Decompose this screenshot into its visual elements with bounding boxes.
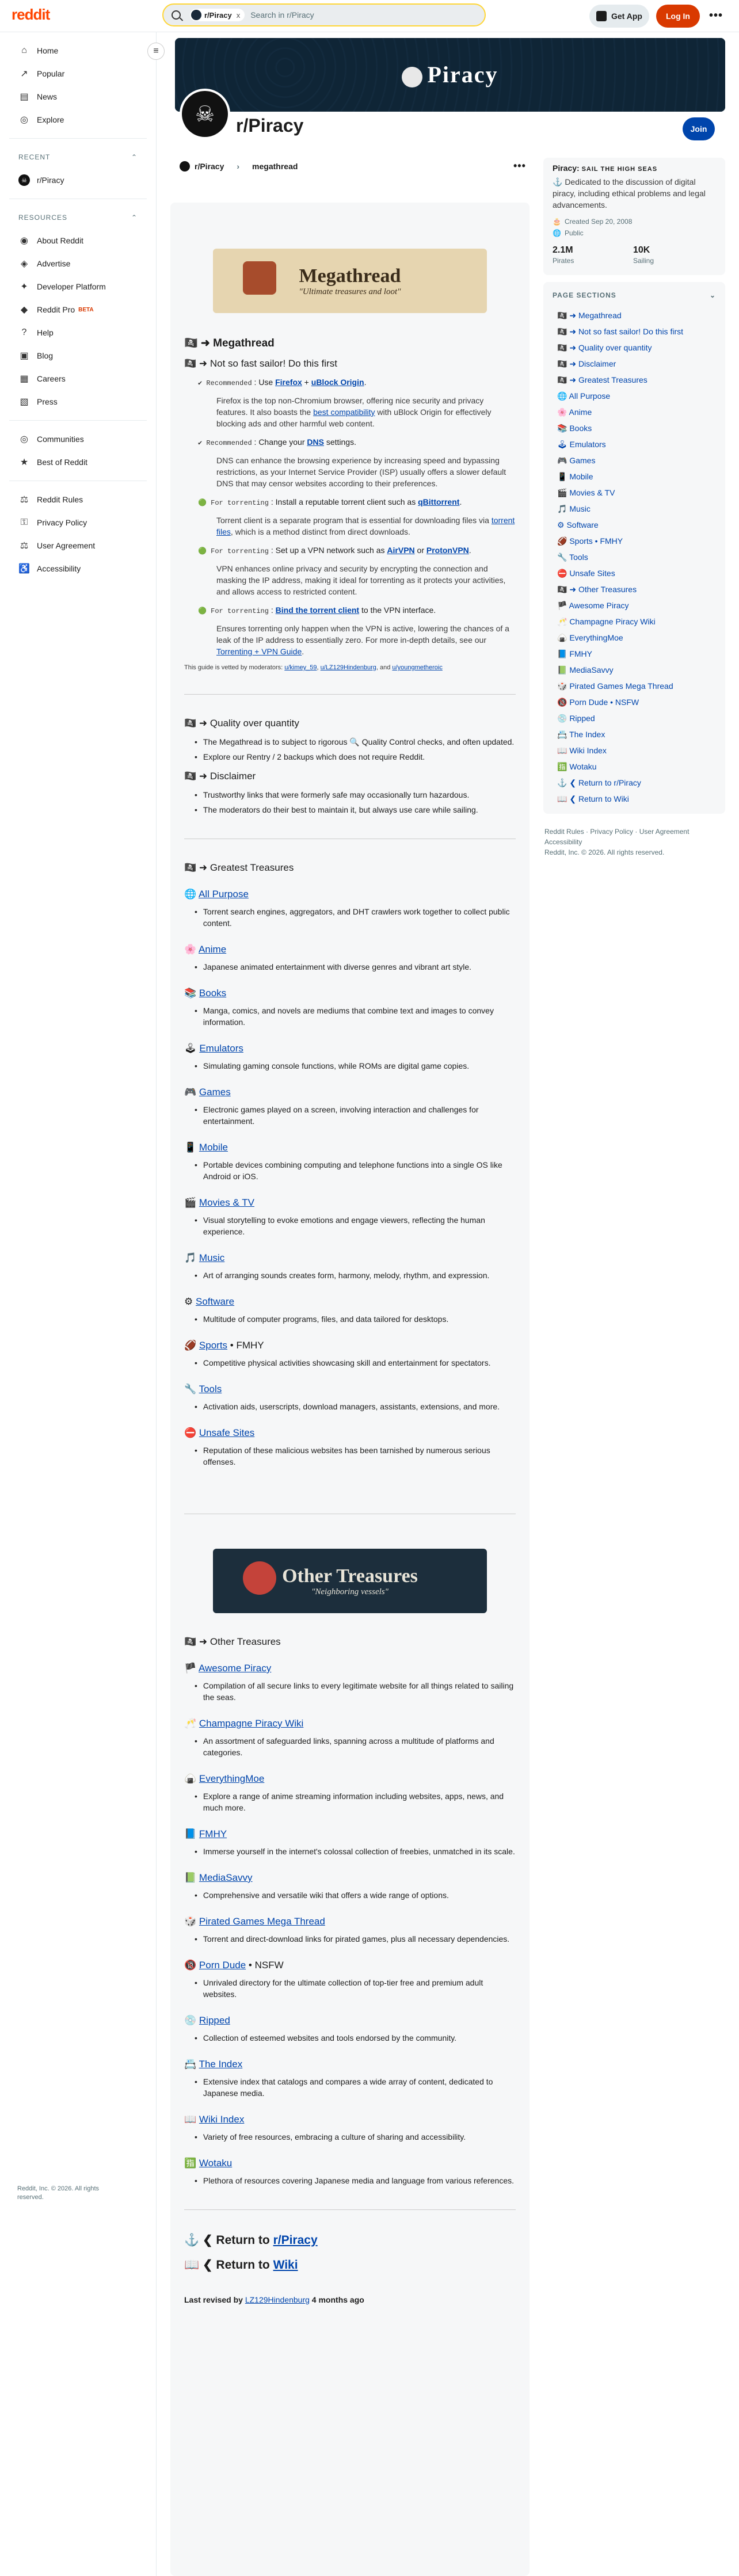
subreddit-name: r/Piracy: [236, 115, 304, 136]
recommendation-item: ✔ Recommended : Change your DNS settings.: [198, 437, 356, 447]
page-section-link[interactable]: ⛔ Unsafe Sites: [557, 569, 615, 578]
list-item: • Trustworthy links that were formerly safe may occasionally turn hazardous.: [203, 789, 516, 801]
last-revised: Last revised by LZ129Hindenburg 4 months ago: [184, 2295, 364, 2304]
about-community-card: [543, 158, 725, 275]
breadcrumb-subreddit[interactable]: r/Piracy: [195, 162, 224, 171]
treasure-link[interactable]: Tools: [199, 1384, 222, 1394]
treasure-link[interactable]: Unsafe Sites: [199, 1427, 255, 1438]
megathread-banner-image: Megathread "Ultimate treasures and loot": [213, 249, 487, 313]
treasure-heading: [184, 1916, 516, 1927]
treasure-description: • Immerse yourself in the internet's colossal collection of freebies, unmatched in its scale.: [203, 1846, 516, 1857]
resources-section-header[interactable]: RESOURCES ⌃: [18, 214, 138, 222]
treasure-link[interactable]: Software: [195, 1296, 235, 1307]
recommendation-link[interactable]: qBittorrent: [418, 497, 460, 506]
page-section-link[interactable]: 🏴‍☠️ ➜ Not so fast sailor! Do this first: [557, 327, 683, 336]
category-icon: 📚: [184, 988, 197, 999]
category-icon: 🌐: [184, 889, 197, 900]
page-section-link[interactable]: 🔞 Porn Dude • NSFW: [557, 698, 639, 707]
other-treasures-banner-image: Other Treasures "Neighboring vessels": [213, 1549, 487, 1613]
page-sections-header[interactable]: PAGE SECTIONS ⌄: [553, 291, 716, 299]
treasure-heading: [184, 1718, 516, 1729]
recommendation-link[interactable]: Bind the torrent client: [275, 605, 360, 615]
treasure-description: • An assortment of safeguarded links, spanning across a multitude of platforms and categories.: [203, 1735, 516, 1758]
sidebar-item-advertise[interactable]: ◈ Advertise: [9, 252, 147, 275]
heading-quality: 🏴‍☠️ ➜ Quality over quantity: [184, 718, 299, 729]
reddit-rules-icon: ⚖: [20, 495, 29, 505]
treasure-link[interactable]: Wiki Index: [199, 2114, 245, 2125]
treasure-heading: [184, 1197, 516, 1209]
treasure-description: • Multitude of computer programs, files, and data tailored for desktops.: [203, 1313, 516, 1325]
footer-link[interactable]: Accessibility: [544, 838, 582, 846]
sidebar-item-careers[interactable]: ▦ Careers: [9, 367, 147, 390]
close-icon[interactable]: x: [236, 10, 241, 20]
moderators-note: This guide is vetted by moderators: u/kimey_59, u/LZ129Hindenburg, and u/youngmetheroic: [184, 664, 443, 671]
recommendation-link[interactable]: ProtonVPN: [426, 546, 469, 555]
category-icon: 🔞: [184, 1960, 197, 1971]
category-icon: 📘: [184, 1828, 197, 1839]
recommendation-link[interactable]: Firefox: [275, 378, 302, 387]
treasure-description: • Unrivaled directory for the ultimate collection of top-tier free and premium adult websites.: [203, 1977, 516, 2000]
treasure-link[interactable]: EverythingMoe: [199, 1773, 265, 1784]
best-of-reddit-icon: ★: [20, 458, 29, 467]
category-icon: 🎲: [184, 1916, 197, 1927]
right-sidebar: [543, 158, 725, 858]
footer-link[interactable]: Privacy Policy: [590, 828, 634, 836]
treasure-heading: [184, 988, 516, 999]
subreddit-link[interactable]: r/Piracy: [273, 2234, 318, 2247]
recommendation-link[interactable]: AirVPN: [387, 546, 415, 555]
recommendation-note: DNS can enhance the browsing experience by increasing speed and bypassing restrictions, as your Internet Service Provider (ISP) usually offers a slower default DNS that may censor websites according to their preferences.: [216, 456, 506, 488]
treasure-description: • Variety of free resources, embracing a culture of sharing and accessibility.: [203, 2131, 516, 2143]
skull-icon: ☠: [182, 91, 228, 137]
popular-icon: ↗: [20, 69, 28, 79]
copyright: Reddit, Inc. © 2026. All rights reserved.: [544, 848, 665, 856]
recent-section-header[interactable]: RECENT ⌃: [18, 153, 138, 161]
coin-pouch-icon: [243, 1561, 276, 1595]
category-icon: ⚙: [184, 1296, 193, 1307]
cake-icon: 🎂: [553, 218, 561, 226]
page-section-link[interactable]: 📘 FMHY: [557, 649, 592, 658]
recommendation-note: Torrent client is a separate program that is essential for downloading files via torrent files, which is a method distinct from direct downloads.: [216, 516, 515, 536]
category-icon: 🎮: [184, 1087, 197, 1098]
recommendation-tag: 🟢 For torrenting: [198, 607, 269, 615]
treasure-link[interactable]: Movies & TV: [199, 1197, 254, 1208]
divider: [9, 138, 147, 139]
explore-icon: ◎: [20, 115, 28, 125]
treasure-description: • Torrent search engines, aggregators, and DHT crawlers work together to collect public content.: [203, 906, 516, 929]
treasure-link[interactable]: Pirated Games Mega Thread: [199, 1916, 325, 1927]
search-input[interactable]: Search in r/Piracy: [250, 10, 314, 20]
note-link[interactable]: best compatibility: [313, 407, 375, 417]
pirate-flag-icon: [402, 67, 422, 87]
page-section-link[interactable]: 📖 Wiki Index: [557, 746, 607, 755]
sidebar-item-help[interactable]: ? Help: [9, 321, 147, 344]
reddit-logo[interactable]: reddit: [12, 6, 50, 23]
treasure-heading: 🔞 Porn Dude • NSFW: [184, 1960, 284, 1971]
moderator-link[interactable]: u/LZ129Hindenburg: [320, 664, 376, 671]
category-icon: 📖: [184, 2114, 197, 2125]
advertise-icon: ◈: [20, 259, 28, 269]
chevron-up-icon: ⌃: [131, 214, 138, 222]
community-avatar: [180, 89, 230, 139]
treasure-description: • Manga, comics, and novels are mediums that combine text and images to convey information.: [203, 1005, 516, 1028]
sidebar-item-press[interactable]: ▧ Press: [9, 390, 147, 413]
treasure-link[interactable]: FMHY: [199, 1828, 227, 1839]
user-agreement-icon: ⚖: [20, 541, 29, 551]
careers-icon: ▦: [20, 374, 29, 384]
treasure-link[interactable]: The Index: [199, 2059, 243, 2070]
return-to-wiki: 📖 ❮ Return to Wiki: [184, 2258, 298, 2272]
page-section-link[interactable]: 🌸 Anime: [557, 407, 592, 417]
sidebar-footer: Reddit, Inc. © 2026. All rights reserved.: [17, 2185, 100, 2201]
treasure-description: • Art of arranging sounds creates form, harmony, melody, rhythm, and expression.: [203, 1270, 516, 1281]
sidebar-item-about-reddit[interactable]: ◉ About Reddit: [9, 229, 147, 252]
recommendation-item: 🟢 For torrenting : Install a reputable torrent client such as qBittorrent.: [198, 497, 462, 507]
collapse-sidebar-button[interactable]: [147, 43, 165, 60]
treasure-description: • Compilation of all secure links to every legitimate website for all things related to sailing the seas.: [203, 1680, 516, 1703]
breadcrumb: [180, 161, 298, 172]
page-section-link[interactable]: 🔧 Tools: [557, 552, 588, 562]
heading-disclaimer: 🏴‍☠️ ➜ Disclaimer: [184, 771, 256, 782]
developer-platform-icon: ✦: [20, 282, 28, 292]
treasure-description: • Torrent and direct-download links for pirated games, plus all necessary dependencies.: [203, 1933, 516, 1945]
category-icon: 🎵: [184, 1252, 197, 1263]
user-link[interactable]: LZ129Hindenburg: [245, 2295, 310, 2304]
community-banner: [175, 38, 725, 112]
treasure-link[interactable]: Music: [199, 1252, 225, 1263]
moderator-link[interactable]: u/youngmetheroic: [392, 664, 443, 671]
online-count: 10K: [633, 245, 650, 255]
help-icon: ?: [21, 327, 27, 337]
page-section-link[interactable]: 📱 Mobile: [557, 472, 593, 481]
treasure-heading: [184, 1872, 516, 1884]
accessibility-icon: ♿: [18, 564, 30, 574]
list-item: • The Megathread is to subject to rigorous 🔍 Quality Control checks, and often updated.: [203, 736, 516, 748]
wiki-link[interactable]: Wiki: [273, 2258, 298, 2272]
members-label: Pirates: [553, 257, 574, 265]
footer-link[interactable]: User Agreement: [639, 828, 690, 836]
blog-icon: ▣: [20, 351, 29, 361]
category-icon: 💿: [184, 2015, 197, 2026]
category-icon: 🍙: [184, 1773, 197, 1784]
beta-badge: BETA: [78, 306, 94, 313]
treasure-chest-icon: [243, 261, 276, 295]
about-reddit-icon: ◉: [20, 236, 28, 246]
qr-code-icon: [596, 11, 607, 21]
page-options-icon[interactable]: •••: [513, 160, 526, 172]
recommendation-note: VPN enhances online privacy and security by encrypting the connection and masking the IP address, making it ideal for torrenting as it protects your activities, and allows access to restricted content.: [216, 564, 506, 596]
treasure-link[interactable]: Books: [199, 988, 227, 999]
treasure-heading: 🏈 Sports • FMHY: [184, 1340, 264, 1351]
return-to-subreddit: ⚓ ❮ Return to r/Piracy: [184, 2234, 318, 2247]
sidebar-item-accessibility[interactable]: ♿ Accessibility: [18, 564, 81, 574]
divider: [9, 420, 147, 421]
treasure-link[interactable]: Anime: [198, 944, 227, 955]
note-link[interactable]: Torrenting + VPN Guide: [216, 647, 302, 656]
page-section-link[interactable]: 🏴‍☠️ ➜ Quality over quantity: [557, 343, 652, 352]
more-options-icon[interactable]: •••: [709, 9, 723, 22]
page-section-link[interactable]: 🏴 Awesome Piracy: [557, 601, 629, 610]
page-section-link[interactable]: 📗 MediaSavvy: [557, 665, 614, 675]
page-section-link[interactable]: 🎮 Games: [557, 456, 596, 465]
treasure-link[interactable]: All Purpose: [198, 889, 249, 900]
community-tagline: SAIL THE HIGH SEAS: [581, 166, 658, 173]
category-icon: 📇: [184, 2059, 197, 2070]
page-section-link[interactable]: ⚓ ❮ Return to r/Piracy: [557, 778, 641, 787]
heading-greatest-treasures: 🏴‍☠️ ➜ Greatest Treasures: [184, 862, 294, 873]
recommendation-note: Firefox is the top non-Chromium browser, offering nice security and privacy features. It also boasts the best compatibility with uBlock Origin for effectively blocking ads and other harmful web content.: [216, 396, 492, 428]
created-date: Created Sep 20, 2008: [564, 218, 633, 226]
wiki-content: [170, 203, 530, 2576]
heading-not-so-fast: 🏴‍☠️ ➜ Not so fast sailor! Do this first: [184, 358, 337, 369]
treasure-heading: [184, 1384, 516, 1395]
category-icon: 🕹: [184, 1043, 197, 1054]
login-button[interactable]: Log In: [656, 5, 700, 28]
globe-icon: 🌐: [553, 229, 561, 237]
recommendation-item: 🟢 For torrenting : Bind the torrent client to the VPN interface.: [198, 605, 436, 615]
treasure-description: • Plethora of resources covering Japanese media and language from various references.: [203, 2175, 516, 2186]
recommendation-link[interactable]: uBlock Origin: [311, 378, 364, 387]
category-icon: 🏴: [184, 1663, 197, 1674]
treasure-link[interactable]: Ripped: [199, 2015, 230, 2026]
treasure-description: • Activation aids, userscripts, download managers, assistants, extensions, and more.: [203, 1401, 516, 1412]
treasure-link[interactable]: Awesome Piracy: [198, 1663, 272, 1674]
category-icon: 📱: [184, 1142, 197, 1153]
home-icon: ⌂: [21, 45, 27, 55]
heading-other-treasures: 🏴‍☠️ ➜ Other Treasures: [184, 1636, 281, 1647]
recommendation-tag: ✔ Recommended: [198, 379, 252, 387]
chevron-down-icon: ⌄: [709, 291, 716, 299]
news-icon: ▤: [20, 92, 29, 102]
sidebar-item-best-of-reddit[interactable]: ★ Best of Reddit: [9, 451, 147, 474]
divider: [184, 694, 516, 695]
top-header: [0, 0, 739, 32]
category-icon: 🏈: [184, 1340, 197, 1351]
recent-item[interactable]: ☠ r/Piracy: [9, 169, 147, 192]
chevron-right-icon: ›: [237, 162, 240, 171]
sidebar-item-popular[interactable]: ↗ Popular: [9, 62, 147, 85]
treasure-description: • Reputation of these malicious websites has been tarnished by numerous serious offenses.: [203, 1445, 516, 1468]
page-section-link[interactable]: 🎵 Music: [557, 504, 591, 513]
sidebar-item-reddit-rules[interactable]: ⚖ Reddit Rules: [9, 488, 147, 511]
divider: [184, 2209, 516, 2210]
treasure-description: • Collection of esteemed websites and tools endorsed by the community.: [203, 2032, 516, 2044]
treasure-link[interactable]: Sports: [199, 1340, 228, 1351]
search-icon: [172, 10, 181, 20]
note-link[interactable]: torrent files: [216, 516, 515, 536]
treasure-description: • Competitive physical activities showcasing skill and entertainment for spectators.: [203, 1357, 516, 1369]
community-description: ⚓ Dedicated to the discussion of digital piracy, including ethical problems and legal advancements.: [553, 177, 706, 209]
page-section-link[interactable]: 🏴‍☠️ ➜ Other Treasures: [557, 585, 637, 594]
treasure-heading: [184, 2114, 516, 2125]
page-section-link[interactable]: 🏴‍☠️ ➜ Megathread: [557, 311, 622, 320]
piracy-avatar-icon: [191, 10, 201, 20]
community-chip[interactable]: r/Piracy x: [190, 9, 245, 21]
sidebar-item-home[interactable]: ⌂ Home: [9, 39, 147, 62]
treasure-heading: [184, 1043, 516, 1054]
press-icon: ▧: [20, 397, 29, 407]
sidebar-item-communities[interactable]: ◎ Communities: [9, 428, 147, 451]
treasure-heading: [184, 2059, 516, 2070]
visibility: Public: [564, 229, 584, 237]
treasure-heading: [184, 1773, 516, 1785]
page-section-link[interactable]: 🎬 Movies & TV: [557, 488, 615, 497]
recommendation-item: 🟢 For torrenting : Set up a VPN network such as AirVPN or ProtonVPN.: [198, 546, 471, 555]
treasure-link[interactable]: Champagne Piracy Wiki: [199, 1718, 304, 1729]
recommendation-tag: 🟢 For torrenting: [198, 547, 269, 555]
sidebar-item-reddit-pro[interactable]: ◆ Reddit Pro BETA: [9, 298, 147, 321]
recommendation-link[interactable]: DNS: [307, 437, 324, 447]
communities-icon: ◎: [20, 435, 28, 444]
heading-megathread: 🏴‍☠️ ➜ Megathread: [184, 337, 275, 349]
category-icon: 📗: [184, 1872, 197, 1883]
treasure-heading: [184, 1296, 516, 1308]
category-icon: 🌸: [184, 944, 197, 955]
treasure-heading: [184, 1142, 516, 1153]
page-section-link[interactable]: 🏈 Sports • FMHY: [557, 536, 623, 546]
right-footer: Reddit Rules · Privacy Policy · User Agreement Accessibility Reddit, Inc. © 2026. All rights reserved.: [544, 828, 690, 856]
treasure-description: • Visual storytelling to evoke emotions and engage viewers, reflecting the human experience.: [203, 1214, 516, 1237]
online-label: Sailing: [633, 257, 654, 265]
treasure-heading: [184, 1252, 516, 1264]
treasure-description: • Portable devices combining computing and telephone functions into a single OS like Android or iOS.: [203, 1159, 516, 1182]
page-section-link[interactable]: 🈯 Wotaku: [557, 762, 597, 771]
page-section-link[interactable]: 📇 The Index: [557, 730, 605, 739]
sidebar-item-developer-platform[interactable]: ✦ Developer Platform: [9, 275, 147, 298]
privacy-policy-icon: ⚿: [20, 517, 28, 527]
treasure-link[interactable]: MediaSavvy: [199, 1872, 253, 1883]
page-section-link[interactable]: 🥂 Champagne Piracy Wiki: [557, 617, 656, 626]
treasure-heading: [184, 1828, 516, 1840]
join-button[interactable]: Join: [683, 117, 715, 140]
treasure-link[interactable]: Porn Dude: [199, 1960, 246, 1971]
category-icon: ⛔: [184, 1427, 197, 1438]
sidebar-item-privacy-policy[interactable]: ⚿ Privacy Policy: [9, 511, 147, 534]
piracy-avatar-icon: ☠: [18, 174, 30, 186]
treasure-link[interactable]: Wotaku: [199, 2158, 233, 2169]
treasure-heading: [184, 1087, 516, 1098]
community-title: Piracy:: [553, 163, 580, 173]
recommendation-tag: 🟢 For torrenting: [198, 499, 269, 507]
page-section-link[interactable]: 🏴‍☠️ ➜ Greatest Treasures: [557, 375, 647, 384]
list-item: • Explore our Rentry / 2 backups which does not require Reddit.: [203, 751, 516, 763]
page-section-link[interactable]: 🌐 All Purpose: [557, 391, 611, 401]
treasure-heading: [184, 2015, 516, 2026]
treasure-description: • Japanese animated entertainment with diverse genres and vibrant art style.: [203, 961, 516, 973]
page-sections-card: [543, 282, 725, 814]
recommendation-item: ✔ Recommended : Use Firefox + uBlock Origin.: [198, 378, 367, 387]
get-app-button[interactable]: Get App: [589, 5, 649, 28]
recommendation-tag: ✔ Recommended: [198, 439, 252, 447]
treasure-heading: [184, 1427, 516, 1439]
treasure-link[interactable]: Mobile: [199, 1142, 228, 1153]
sidebar-item-explore[interactable]: ◎ Explore: [9, 108, 147, 131]
treasure-description: • Simulating gaming console functions, while ROMs are digital game copies.: [203, 1060, 516, 1072]
treasure-description: • Comprehensive and versatile wiki that offers a wide range of options.: [203, 1889, 516, 1901]
page-section-link[interactable]: 🕹 Emulators: [557, 440, 606, 449]
page-section-link[interactable]: 💿 Ripped: [557, 714, 595, 723]
treasure-heading: [184, 1663, 516, 1674]
search-bar[interactable]: [162, 3, 486, 26]
page-section-link[interactable]: 🏴‍☠️ ➜ Disclaimer: [557, 359, 616, 368]
page-section-link[interactable]: 🍙 EverythingMoe: [557, 633, 623, 642]
treasure-link[interactable]: Games: [199, 1087, 231, 1098]
page-section-link[interactable]: ⚙ Software: [557, 520, 599, 529]
moderator-link[interactable]: u/kimey_59: [284, 664, 317, 671]
treasure-link[interactable]: Emulators: [199, 1043, 243, 1054]
page-section-link[interactable]: 🎲 Pirated Games Mega Thread: [557, 681, 673, 691]
treasure-description: • Electronic games played on a screen, involving interaction and challenges for entertainment.: [203, 1104, 516, 1127]
treasure-description: • Extensive index that catalogs and compares a wide array of content, dedicated to Japanese media.: [203, 2076, 516, 2099]
breadcrumb-page: megathread: [252, 162, 298, 171]
chevron-up-icon: ⌃: [131, 153, 138, 161]
category-icon: 🔧: [184, 1384, 197, 1394]
menu-icon: ≡: [153, 46, 159, 56]
sidebar-item-blog[interactable]: ▣ Blog: [9, 344, 147, 367]
treasure-heading: [184, 944, 516, 955]
banner-title: Piracy: [427, 62, 498, 87]
footer-link[interactable]: Reddit Rules: [544, 828, 584, 836]
sidebar-item-user-agreement[interactable]: ⚖ User Agreement: [9, 534, 147, 557]
recommendation-note: Ensures torrenting only happen when the VPN is active, lowering the chances of a leak of the IP address to essentially zero. For more in-depth details, see our Torrenting + VPN Guide.: [216, 624, 509, 656]
members-count: 2.1M: [553, 245, 573, 255]
reddit-pro-icon: ◆: [20, 305, 28, 315]
sidebar-item-news[interactable]: ▤ News: [9, 85, 147, 108]
list-item: • The moderators do their best to maintain it, but always use care while sailing.: [203, 804, 516, 816]
treasure-heading: [184, 889, 516, 900]
piracy-avatar-icon: [180, 161, 190, 172]
treasure-heading: [184, 2158, 516, 2169]
page-section-link[interactable]: 📚 Books: [557, 424, 592, 433]
treasure-description: • Explore a range of anime streaming information including websites, apps, news, and much more.: [203, 1790, 516, 1813]
page-section-link[interactable]: 📖 ❮ Return to Wiki: [557, 794, 629, 803]
category-icon: 🎬: [184, 1197, 197, 1208]
category-icon: 🥂: [184, 1718, 197, 1729]
category-icon: 🈯: [184, 2158, 197, 2169]
